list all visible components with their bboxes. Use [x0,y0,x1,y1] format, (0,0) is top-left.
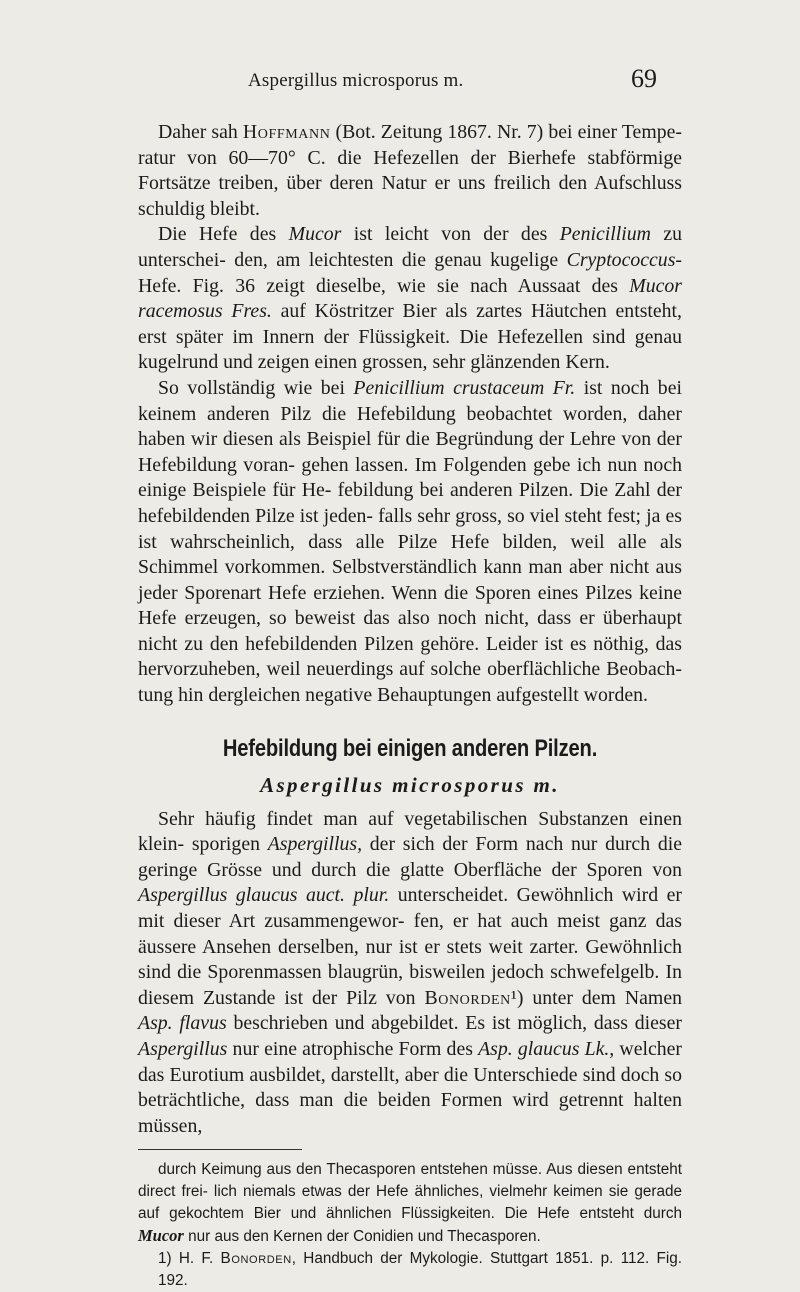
text-run: zu unterschei- den, am leichtesten die genau kugelige [138,223,682,271]
main-text [138,120,682,1292]
text-run: durch Keimung aus den Thecasporen entstehen müsse. Aus diesen entsteht direct frei- lich niemals etwas der Hefe ähnliches, vielmehr keimen sie gerade auf gekochtem Bier und ähnlichen Flüssigkeiten. Die Hefe entsteht durch [138,1161,682,1223]
text-run: nur aus den Kernen der Conidien und Thecasporen. [183,1228,541,1246]
italic-run: Asp. flavus [138,1012,227,1035]
running-title: Aspergillus microsporus m. [248,70,464,91]
footnotes [138,1159,682,1292]
italic-run: Aspergillus [138,1038,228,1060]
text-run: , Handbuch der Mykologie. Stuttgart 1851. p. 112. Fig. 192. [158,1250,682,1290]
text-run: So vollständig wie bei [158,376,354,399]
text-run: welcher das Eurotium ausbildet, darstellt, aber die Unterschiede sind doch so beträchtliche, dass man die beiden Formen wird getrennt halten müssen, [138,1038,683,1137]
text-run: nur eine atrophische Form des [227,1038,479,1060]
text-run: Sehr häufig findet man auf vegetabilischen Substanzen einen klein- sporigen [138,807,682,856]
text-run: ist leicht von der des [341,223,560,246]
text-run: auf Köstritzer Bier als zartes Häutchen entsteht, erst später im Innern der Flüssigkeit. Die Hefezellen sind genau kugelrund und zeigen einen grossen, sehr glänzenden Kern. [138,300,683,374]
italic-run: Asp. glaucus Lk., [478,1038,615,1060]
running-header [140,58,760,98]
paragraph-4 [138,807,682,1140]
smallcaps-run: Bonorden [424,986,511,1009]
smallcaps-run: Bonorden [220,1250,292,1268]
smallcaps-run: Hoffmann [242,121,331,143]
text-run: 1) H. F. [158,1250,221,1268]
italic-run: Aspergillus glaucus auct. plur. [138,884,390,907]
text-run: unterscheidet. Gewöhnlich wird er mit dieser Art zusammengewor- fen, er hat auch meist ganz das äussere Ansehen derselben, nur ist er stets weit zarter. Gewöhnlich sind die Sporenmassen blaugrün, bisweilen jedoch schwefelgelb. In diesem Zustande ist der Pilz von [138,884,683,1009]
paragraph-1 [138,120,682,222]
species-subheading: Aspergillus microsporus m. [260,772,560,797]
footnote-rule [138,1149,302,1150]
italic-run: Penicillium crustaceum Fr. [353,376,576,399]
italic-run: Cryptococcus [566,248,676,271]
italic-run: Mucor [138,1226,184,1246]
text-run: beschrieben und abgebildet. Es ist möglich, dass dieser [226,1012,682,1035]
page-number: 69 [631,64,657,93]
italic-run: Aspergillus, [267,833,363,856]
text-run: der sich der Form nach nur durch die geringe Grösse und durch die glatte Oberfläche der Sporen von [138,833,682,881]
text-run: Die Hefe des [158,223,289,246]
italic-run: Penicillium [559,223,651,246]
text-run: (Bot. Zeitung 1867. Nr. 7) bei einer Tempe- ratur von 60—70° C. die Hefezellen der Bierhefe stabförmige Fortsätze treiben, über deren Natur er uns freilich den Aufschluss schuldig bleibt. [138,121,682,220]
italic-run: Mucor racemosus Fres. [138,274,682,323]
footnote-continuation [138,1159,682,1248]
paragraph-2 [138,222,682,376]
footnote-1 [138,1248,682,1292]
italic-run: Mucor [288,223,342,246]
text-run: Daher sah [158,121,243,143]
section-heading: Hefebildung bei einigen anderen Pilzen. [222,734,598,762]
paragraph-3 [138,376,682,709]
text-run: ¹) unter dem Namen [510,986,682,1009]
text-run: -Hefe. Fig. 36 zeigt dieselbe, wie sie nach Aussaat des [138,248,682,297]
text-run: ist noch bei keinem anderen Pilz die Hefebildung beobachtet worden, daher haben wir diesen als Beispiel für die Begründung der Lehre von der Hefebildung voran- gehen lassen. Im Folgenden gebe ich nun noch einige Beispiele für He- febildung bei anderen Pilzen. Die Zahl der hefebildenden Pilze ist jeden- falls sehr gross, so viel steht fest; ja es ist wahrscheinlich, dass alle Pilze Hefe bilden, weil alle als Schimmel vorkommen. Selbstverständlich kann man aber nicht aus jeder Sporenart Hefe erziehen. Wenn die Sporen eines Pilzes keine Hefe erzeugen, so beweist das also noch nicht, dass er überhaupt nicht zu den hefebildenden Pilzen gehöre. Leider ist es nöthig, das hervorzuheben, weil neuerdings auf solche oberflächliche Beobach- tung hin dergleichen negative Behauptungen aufgestellt worden. [138,376,682,707]
